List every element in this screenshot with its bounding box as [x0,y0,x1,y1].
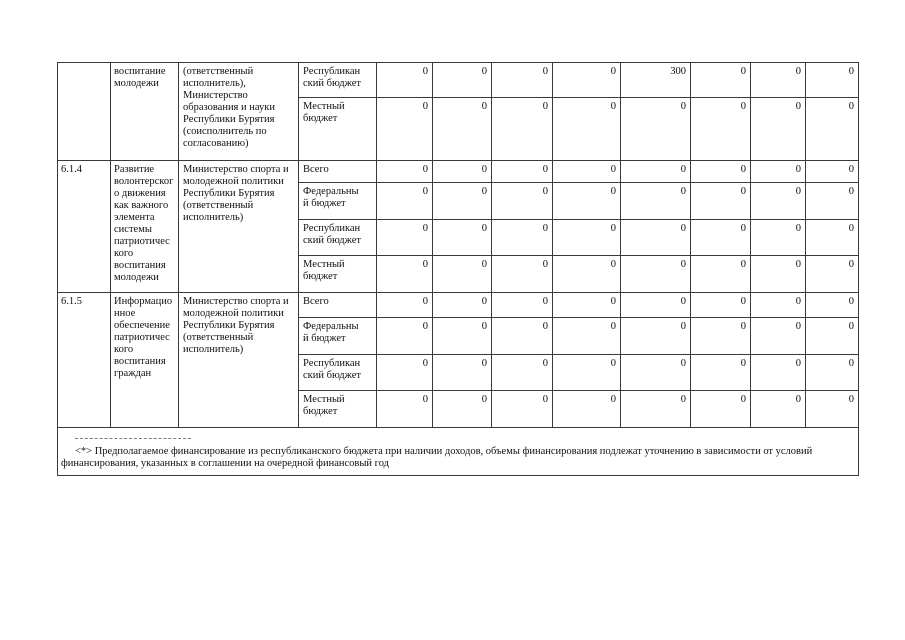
funding-value: 0 [433,161,492,183]
funding-value: 0 [433,256,492,293]
funding-value: 0 [377,63,433,98]
funding-value: 0 [553,256,621,293]
funding-value: 0 [621,318,691,355]
funding-value: 0 [492,355,553,391]
item-name: Развитие волонтерског о движения как важного элемента системы патриотичес кого воспитания молодежи [111,161,179,293]
funding-value: 0 [553,161,621,183]
funding-value: 0 [492,220,553,256]
funding-value: 0 [377,256,433,293]
funding-value: 0 [806,63,859,98]
funding-value: 0 [751,161,806,183]
funding-value: 300 [621,63,691,98]
funding-table [57,62,859,476]
funding-value: 0 [691,391,751,428]
funding-value: 0 [433,355,492,391]
funding-value: 0 [806,98,859,161]
item-number: 6.1.4 [58,161,111,293]
table-row [58,63,859,98]
funding-value: 0 [691,161,751,183]
funding-value: 0 [433,220,492,256]
funding-value: 0 [691,355,751,391]
funding-value: 0 [691,256,751,293]
funding-value: 0 [621,355,691,391]
funding-value: 0 [751,220,806,256]
funding-value: 0 [751,63,806,98]
funding-value: 0 [553,355,621,391]
funding-value: 0 [553,183,621,220]
funding-value: 0 [621,391,691,428]
funding-value: 0 [553,318,621,355]
funding-value: 0 [806,183,859,220]
funding-value: 0 [691,220,751,256]
funding-value: 0 [377,183,433,220]
funding-value: 0 [492,183,553,220]
funding-value: 0 [751,183,806,220]
funding-value: 0 [691,183,751,220]
funding-value: 0 [621,256,691,293]
funding-source: Всего [299,293,377,318]
item-name: Информацио нное обеспечение патриотичес кого воспитания граждан [111,293,179,428]
funding-value: 0 [377,391,433,428]
funding-value: 0 [553,220,621,256]
footnote-separator [75,438,191,439]
funding-value: 0 [377,318,433,355]
funding-value: 0 [433,98,492,161]
funding-value: 0 [806,256,859,293]
funding-value: 0 [806,161,859,183]
table-body [58,63,859,428]
funding-value: 0 [553,293,621,318]
funding-source: Республикан ский бюджет [299,63,377,98]
funding-source: Федеральны й бюджет [299,318,377,355]
funding-value: 0 [691,293,751,318]
footnote-row [58,428,859,476]
funding-source: Местный бюджет [299,98,377,161]
funding-value: 0 [553,63,621,98]
responsible-executor: Министерство спорта и молодежной политики Республики Бурятия (ответственный исполнитель) [179,161,299,293]
funding-source: Республикан ский бюджет [299,355,377,391]
item-number [58,63,111,161]
funding-source: Местный бюджет [299,391,377,428]
funding-value: 0 [433,183,492,220]
funding-value: 0 [433,63,492,98]
funding-source: Всего [299,161,377,183]
funding-value: 0 [751,355,806,391]
funding-value: 0 [377,161,433,183]
funding-value: 0 [433,318,492,355]
footnote-cell [58,428,859,476]
funding-value: 0 [621,161,691,183]
funding-value: 0 [553,98,621,161]
funding-value: 0 [806,318,859,355]
funding-value: 0 [492,63,553,98]
funding-value: 0 [433,391,492,428]
responsible-executor: Министерство спорта и молодежной политики Республики Бурятия (ответственный исполнитель) [179,293,299,428]
funding-source: Местный бюджет [299,256,377,293]
funding-source: Федеральны й бюджет [299,183,377,220]
funding-value: 0 [621,98,691,161]
funding-value: 0 [806,220,859,256]
funding-value: 0 [621,293,691,318]
funding-value: 0 [806,355,859,391]
funding-value: 0 [377,220,433,256]
funding-value: 0 [751,391,806,428]
item-name: воспитание молодежи [111,63,179,161]
funding-value: 0 [492,98,553,161]
funding-value: 0 [492,391,553,428]
funding-value: 0 [621,183,691,220]
item-number: 6.1.5 [58,293,111,428]
funding-value: 0 [691,63,751,98]
footnote-body [58,428,859,476]
table-row [58,293,859,318]
funding-value: 0 [433,293,492,318]
funding-value: 0 [553,391,621,428]
funding-value: 0 [806,391,859,428]
funding-value: 0 [492,256,553,293]
funding-value: 0 [751,256,806,293]
funding-value: 0 [691,98,751,161]
table-row [58,161,859,183]
funding-value: 0 [492,293,553,318]
funding-value: 0 [377,355,433,391]
funding-value: 0 [751,98,806,161]
funding-value: 0 [377,293,433,318]
funding-value: 0 [751,318,806,355]
funding-value: 0 [492,318,553,355]
funding-value: 0 [806,293,859,318]
funding-value: 0 [691,318,751,355]
footnote-text: <*> Предполагаемое финансирование из республиканского бюджета при наличии доходов, объемы финансирования подлежат уточнению в зависимости от условий финансирования, указанных в соглашении на очередной финансовый год [61,446,813,469]
funding-source: Республикан ский бюджет [299,220,377,256]
funding-value: 0 [492,161,553,183]
funding-value: 0 [377,98,433,161]
funding-value: 0 [621,220,691,256]
funding-value: 0 [751,293,806,318]
responsible-executor: (ответственный исполнитель), Министерство образования и науки Республики Бурятия (соисполнитель по согласованию) [179,63,299,161]
